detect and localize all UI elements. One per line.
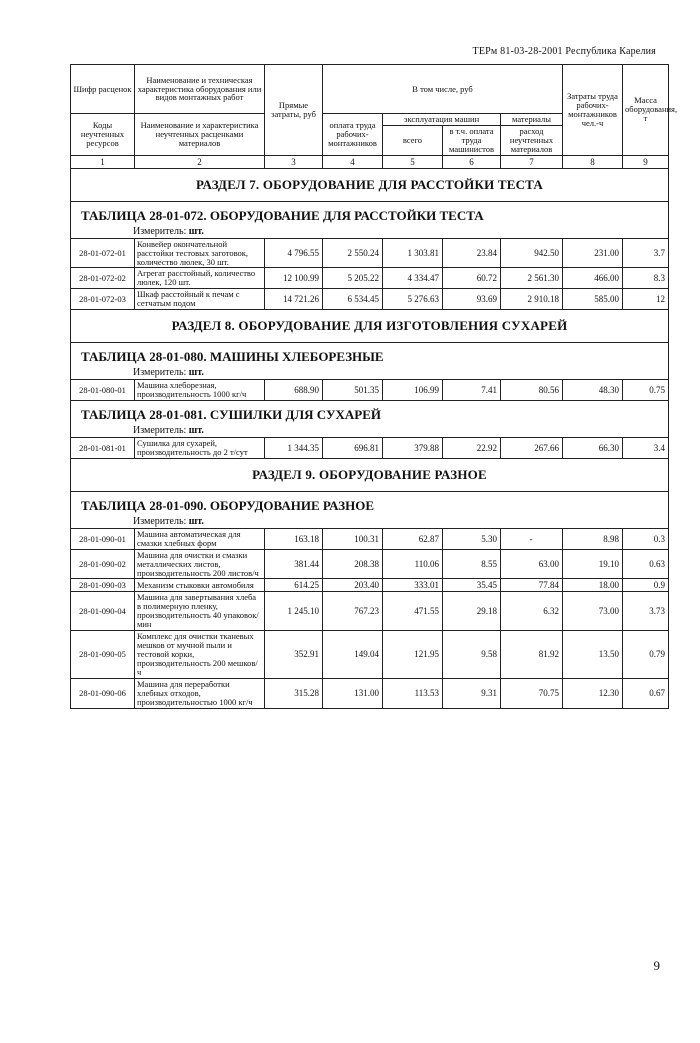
cell-direct: 1 245.10: [265, 592, 323, 631]
cell-op-wages: 23.84: [443, 238, 501, 268]
cell-labor: 19.10: [563, 549, 623, 579]
cell-labor: 12.30: [563, 678, 623, 708]
cell-labor: 48.30: [563, 380, 623, 401]
col-operation: эксплуатация машин: [383, 114, 501, 126]
column-number: 3: [265, 155, 323, 168]
cell-op-wages: 29.18: [443, 592, 501, 631]
column-number: 7: [501, 155, 563, 168]
column-number: 2: [135, 155, 265, 168]
cell-direct: 614.25: [265, 579, 323, 592]
cell-mass: 0.63: [623, 549, 669, 579]
section-title: РАЗДЕЛ 7. ОБОРУДОВАНИЕ ДЛЯ РАССТОЙКИ ТЕСТА: [71, 168, 669, 201]
column-number: 5: [383, 155, 443, 168]
col-including: В том числе, руб: [323, 65, 563, 114]
measure-unit: шт.: [188, 225, 204, 237]
table-row: [71, 238, 669, 268]
cell-materials: 2 561.30: [501, 268, 563, 289]
cell-direct: 163.18: [265, 528, 323, 549]
cell-materials: -: [501, 528, 563, 549]
col-materials: материалы: [501, 114, 563, 126]
cell-mass: 3.7: [623, 238, 669, 268]
table-row: [71, 289, 669, 310]
cell-name: Машина для очистки и смазки металлических листов, производительность 200 листов/ч: [135, 549, 265, 579]
section-title: РАЗДЕЛ 9. ОБОРУДОВАНИЕ РАЗНОЕ: [71, 458, 669, 491]
cell-code: 28-01-072-03: [71, 289, 135, 310]
section-title: РАЗДЕЛ 8. ОБОРУДОВАНИЕ ДЛЯ ИЗГОТОВЛЕНИЯ СУХАРЕЙ: [71, 310, 669, 343]
cell-direct: 4 796.55: [265, 238, 323, 268]
measure-line: [71, 516, 669, 529]
column-number: 6: [443, 155, 501, 168]
cell-wages: 6 534.45: [323, 289, 383, 310]
cell-name: Машина для завертывания хлеба в полимерную пленку, производительность 40 упаковок/мин: [135, 592, 265, 631]
cell-wages: 149.04: [323, 631, 383, 679]
cell-materials: 2 910.18: [501, 289, 563, 310]
cell-direct: 12 100.99: [265, 268, 323, 289]
cell-labor: 466.00: [563, 268, 623, 289]
document-header: ТЕРм 81-03-28-2001 Республика Карелия: [472, 46, 656, 57]
cell-code: 28-01-090-01: [71, 528, 135, 549]
table-row: [71, 592, 669, 631]
cell-materials: 6.32: [501, 592, 563, 631]
cell-op-wages: 9.31: [443, 678, 501, 708]
cell-direct: 352.91: [265, 631, 323, 679]
cell-materials: 77.84: [501, 579, 563, 592]
measure-label: Измеритель:: [133, 424, 187, 436]
cell-name: Машина автоматическая для смазки хлебных форм: [135, 528, 265, 549]
col-code-bottom: Коды неучтенных ресурсов: [71, 114, 135, 156]
measure-unit: шт.: [188, 367, 204, 379]
page-number: 9: [653, 958, 660, 973]
cell-op-total: 1 303.81: [383, 238, 443, 268]
cell-op-wages: 22.92: [443, 437, 501, 458]
measure-line: [71, 367, 669, 380]
cell-code: 28-01-072-02: [71, 268, 135, 289]
table-title: ТАБЛИЦА 28-01-090. ОБОРУДОВАНИЕ РАЗНОЕ: [71, 491, 669, 516]
col-op-wages: в т.ч. оплата труда машинистов: [443, 125, 501, 155]
measure-label: Измеритель:: [133, 515, 187, 527]
table-row: [71, 549, 669, 579]
col-name-top: Наименование и техническая характеристика оборудования или видов монтажных работ: [135, 65, 265, 114]
cell-wages: 5 205.22: [323, 268, 383, 289]
cell-mass: 0.79: [623, 631, 669, 679]
cell-materials: 63.00: [501, 549, 563, 579]
cell-direct: 315.28: [265, 678, 323, 708]
cell-name: Машина для переработки хлебных отходов, производительностью 1000 кг/ч: [135, 678, 265, 708]
cell-op-total: 113.53: [383, 678, 443, 708]
table-row: [71, 579, 669, 592]
table-row: [71, 678, 669, 708]
cell-op-total: 121.95: [383, 631, 443, 679]
measure-label: Измеритель:: [133, 225, 187, 237]
col-wages: оплата труда рабочих-монтажников: [323, 114, 383, 156]
cell-mass: 0.67: [623, 678, 669, 708]
cell-mass: 3.4: [623, 437, 669, 458]
cell-name: Сушилка для сухарей, производительность до 2 т/сут: [135, 437, 265, 458]
cell-direct: 381.44: [265, 549, 323, 579]
col-labor: Затраты труда рабочих-монтажников чел.-ч: [563, 65, 623, 156]
cell-code: 28-01-090-02: [71, 549, 135, 579]
cell-op-total: 471.55: [383, 592, 443, 631]
cell-code: 28-01-090-04: [71, 592, 135, 631]
cell-code: 28-01-081-01: [71, 437, 135, 458]
cell-mass: 0.9: [623, 579, 669, 592]
column-number: 9: [623, 155, 669, 168]
cell-mass: 8.3: [623, 268, 669, 289]
cell-mass: 0.75: [623, 380, 669, 401]
cell-op-total: 4 334.47: [383, 268, 443, 289]
cell-name: Конвейер окончательной расстойки тестовых заготовок, количество люлек, 30 шт.: [135, 238, 265, 268]
table-title: ТАБЛИЦА 28-01-081. СУШИЛКИ ДЛЯ СУХАРЕЙ: [71, 400, 669, 425]
cell-materials: 70.75: [501, 678, 563, 708]
table-title: ТАБЛИЦА 28-01-080. МАШИНЫ ХЛЕБОРЕЗНЫЕ: [71, 343, 669, 368]
cell-op-total: 5 276.63: [383, 289, 443, 310]
table-row: [71, 631, 669, 679]
cell-code: 28-01-072-01: [71, 238, 135, 268]
cell-code: 28-01-090-03: [71, 579, 135, 592]
cell-direct: 1 344.35: [265, 437, 323, 458]
cell-name: Комплекс для очистки тканевых мешков от мучной пыли и тестовой корки, производительность 200 мешков/ч: [135, 631, 265, 679]
cell-wages: 131.00: [323, 678, 383, 708]
col-materials-sub: расход неучтенных материалов: [501, 125, 563, 155]
cell-labor: 8.98: [563, 528, 623, 549]
col-code-top: Шифр расценок: [71, 65, 135, 114]
rates-table: [70, 64, 678, 709]
cell-code: 28-01-090-05: [71, 631, 135, 679]
cell-materials: 942.50: [501, 238, 563, 268]
cell-code: 28-01-090-06: [71, 678, 135, 708]
cell-op-wages: 7.41: [443, 380, 501, 401]
cell-wages: 767.23: [323, 592, 383, 631]
cell-name: Шкаф расстойный к печам с сетчатым подом: [135, 289, 265, 310]
cell-labor: 231.00: [563, 238, 623, 268]
cell-op-wages: 35.45: [443, 579, 501, 592]
cell-name: Агрегат расстойный, количество люлек, 120 шт.: [135, 268, 265, 289]
measure-line: [71, 425, 669, 438]
cell-op-total: 379.88: [383, 437, 443, 458]
col-direct: Прямые затраты, руб: [265, 65, 323, 156]
cell-name: Машина хлеборезная, производительность 1000 кг/ч: [135, 380, 265, 401]
col-mass: Масса оборудования, т: [623, 65, 669, 156]
cell-wages: 696.81: [323, 437, 383, 458]
cell-labor: 18.00: [563, 579, 623, 592]
measure-line: [71, 226, 669, 239]
cell-wages: 2 550.24: [323, 238, 383, 268]
cell-op-wages: 93.69: [443, 289, 501, 310]
cell-op-wages: 8.55: [443, 549, 501, 579]
measure-unit: шт.: [188, 424, 204, 436]
column-number: 8: [563, 155, 623, 168]
column-number: 4: [323, 155, 383, 168]
cell-materials: 80.56: [501, 380, 563, 401]
cell-op-wages: 9.58: [443, 631, 501, 679]
cell-wages: 203.40: [323, 579, 383, 592]
table-row: [71, 437, 669, 458]
cell-wages: 208.38: [323, 549, 383, 579]
cell-direct: 14 721.26: [265, 289, 323, 310]
table-row: [71, 528, 669, 549]
cell-op-total: 110.06: [383, 549, 443, 579]
cell-wages: 100.31: [323, 528, 383, 549]
cell-labor: 73.00: [563, 592, 623, 631]
table-row: [71, 268, 669, 289]
cell-name: Механизм стыковки автомобиля: [135, 579, 265, 592]
cell-labor: 13.50: [563, 631, 623, 679]
cell-mass: 3.73: [623, 592, 669, 631]
cell-op-total: 333.01: [383, 579, 443, 592]
cell-op-wages: 5.30: [443, 528, 501, 549]
cell-op-total: 62.87: [383, 528, 443, 549]
cell-labor: 585.00: [563, 289, 623, 310]
measure-unit: шт.: [188, 515, 204, 527]
cell-wages: 501.35: [323, 380, 383, 401]
cell-labor: 66.30: [563, 437, 623, 458]
cell-direct: 688.90: [265, 380, 323, 401]
cell-op-total: 106.99: [383, 380, 443, 401]
cell-materials: 267.66: [501, 437, 563, 458]
cell-mass: 0.3: [623, 528, 669, 549]
measure-label: Измеритель:: [133, 367, 187, 379]
col-name-bottom: Наименование и характеристика неучтенных расценками материалов: [135, 114, 265, 156]
table-title: ТАБЛИЦА 28-01-072. ОБОРУДОВАНИЕ ДЛЯ РАССТОЙКИ ТЕСТА: [71, 201, 669, 226]
cell-op-wages: 60.72: [443, 268, 501, 289]
cell-code: 28-01-080-01: [71, 380, 135, 401]
cell-materials: 81.92: [501, 631, 563, 679]
table-row: [71, 380, 669, 401]
column-number: 1: [71, 155, 135, 168]
cell-mass: 12: [623, 289, 669, 310]
col-op-total: всего: [383, 125, 443, 155]
